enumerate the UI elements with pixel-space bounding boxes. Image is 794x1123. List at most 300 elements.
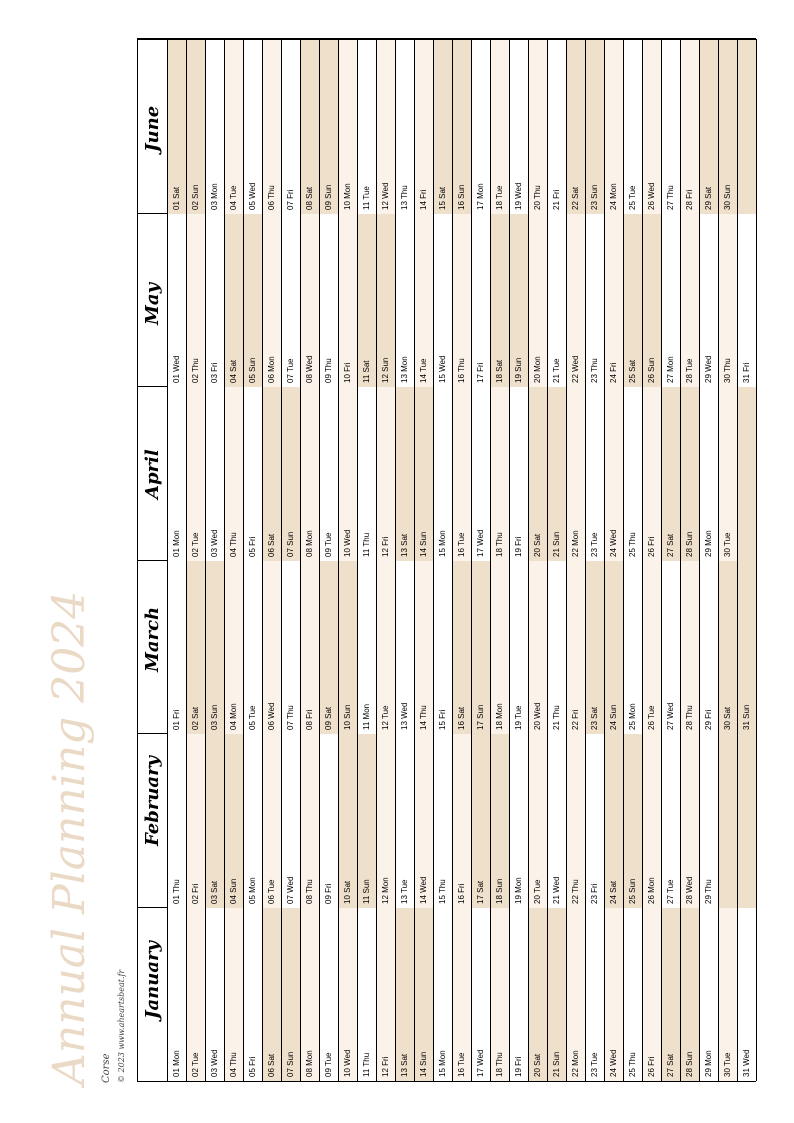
day-label: 21 Tue	[552, 358, 561, 383]
day-cell	[643, 908, 662, 1082]
day-label: 17 Fri	[476, 362, 485, 383]
day-label: 31 Wed	[742, 1049, 751, 1077]
month-band-january	[138, 907, 757, 1081]
day-cell	[662, 40, 681, 214]
day-cell	[396, 214, 415, 388]
day-cell	[434, 387, 453, 561]
day-label: 23 Sun	[590, 184, 599, 210]
day-label: 20 Sat	[533, 1053, 542, 1077]
day-label: 21 Sun	[552, 531, 561, 557]
month-name-cell	[138, 908, 168, 1082]
month-header: April	[142, 448, 163, 499]
day-label: 20 Thu	[533, 184, 542, 210]
day-cell	[282, 561, 301, 735]
day-cell	[415, 734, 434, 908]
day-label: 08 Mon	[305, 529, 314, 557]
copyright: © 2023 www.aheartsbeat.fr	[117, 969, 126, 1083]
month-name-cell	[138, 387, 168, 561]
day-cell	[377, 734, 396, 908]
day-cell	[491, 387, 510, 561]
day-cell	[301, 561, 320, 735]
day-cell	[339, 561, 358, 735]
day-cell	[700, 908, 719, 1082]
day-label: 26 Wed	[647, 182, 656, 210]
day-label: 11 Sun	[362, 878, 371, 904]
day-cell	[700, 561, 719, 735]
day-cell	[491, 908, 510, 1082]
day-label: 06 Tue	[267, 879, 276, 904]
day-label: 05 Mon	[248, 876, 257, 904]
day-label: 06 Sat	[267, 1053, 276, 1077]
day-cell	[719, 40, 738, 214]
day-label: 22 Fri	[571, 709, 580, 730]
day-label: 06 Wed	[267, 702, 276, 730]
day-cell	[434, 734, 453, 908]
day-label: 22 Sat	[571, 186, 580, 210]
day-label: 09 Fri	[324, 883, 333, 904]
day-label: 09 Sun	[324, 184, 333, 210]
day-cell	[301, 40, 320, 214]
day-label: 05 Wed	[248, 182, 257, 210]
day-label: 15 Wed	[438, 355, 447, 383]
day-cell	[567, 387, 586, 561]
day-label: 08 Mon	[305, 1050, 314, 1077]
day-cell	[472, 908, 491, 1082]
day-label: 30 Sun	[723, 184, 732, 210]
day-label: 17 Sun	[476, 704, 485, 730]
day-cell	[358, 908, 377, 1082]
day-cell	[244, 214, 263, 388]
day-label: 13 Sat	[400, 533, 409, 557]
day-label: 21 Fri	[552, 189, 561, 210]
day-cell	[605, 214, 624, 388]
day-cell	[263, 40, 282, 214]
day-cell	[434, 40, 453, 214]
day-cell	[187, 908, 206, 1082]
day-label: 31 Fri	[742, 362, 751, 383]
day-cell	[662, 387, 681, 561]
day-label: 03 Mon	[210, 182, 219, 210]
day-label: 25 Sun	[628, 878, 637, 904]
day-cell	[320, 908, 339, 1082]
day-label: 12 Wed	[381, 182, 390, 210]
day-cell	[415, 561, 434, 735]
day-cell	[339, 734, 358, 908]
day-cell	[567, 908, 586, 1082]
day-cell	[206, 561, 225, 735]
day-cell	[510, 734, 529, 908]
day-label: 16 Sat	[457, 706, 466, 730]
day-cell	[358, 214, 377, 388]
day-cell	[719, 214, 738, 388]
day-cell	[719, 387, 738, 561]
day-label: 02 Fri	[191, 883, 200, 904]
day-cell	[434, 214, 453, 388]
month-name-cell	[138, 734, 168, 908]
day-cell	[453, 908, 472, 1082]
day-cell	[624, 214, 643, 388]
day-label: 02 Tue	[191, 1052, 200, 1077]
day-label: 14 Fri	[419, 189, 428, 210]
day-cell	[225, 734, 244, 908]
day-cell	[320, 387, 339, 561]
day-label: 10 Mon	[343, 182, 352, 210]
day-label: 20 Tue	[533, 879, 542, 904]
day-cell	[263, 734, 282, 908]
day-label: 04 Sat	[229, 359, 238, 383]
day-label: 15 Mon	[438, 1050, 447, 1077]
day-cell	[643, 387, 662, 561]
day-cell	[168, 387, 187, 561]
day-cell	[681, 387, 700, 561]
day-label: 29 Fri	[704, 709, 713, 730]
day-label: 15 Sat	[438, 186, 447, 210]
month-band-march	[138, 560, 757, 734]
day-label: 20 Sat	[533, 533, 542, 557]
day-label: 07 Sun	[286, 1051, 295, 1077]
day-cell	[206, 40, 225, 214]
day-label: 31 Sun	[742, 704, 751, 730]
day-cell	[301, 734, 320, 908]
day-label: 14 Wed	[419, 876, 428, 904]
day-cell	[225, 908, 244, 1082]
day-cell	[624, 734, 643, 908]
day-label: 23 Tue	[590, 1052, 599, 1077]
day-cell	[377, 908, 396, 1082]
month-name-cell	[138, 40, 168, 214]
day-cell	[320, 561, 339, 735]
day-label: 16 Sun	[457, 184, 466, 210]
month-header: June	[142, 105, 163, 152]
day-label: 04 Thu	[229, 1052, 238, 1077]
day-cell	[510, 561, 529, 735]
day-cell	[700, 40, 719, 214]
month-band-june	[138, 39, 757, 213]
day-label: 07 Fri	[286, 189, 295, 210]
day-label: 28 Tue	[685, 358, 694, 383]
day-label: 23 Tue	[590, 532, 599, 557]
day-label: 21 Thu	[552, 705, 561, 730]
day-label: 05 Tue	[248, 705, 257, 730]
day-label: 17 Mon	[476, 182, 485, 210]
day-cell	[377, 40, 396, 214]
day-label: 06 Thu	[267, 184, 276, 210]
day-cell	[472, 387, 491, 561]
day-label: 01 Wed	[172, 355, 181, 383]
day-cell	[358, 387, 377, 561]
day-label: 18 Mon	[495, 703, 504, 730]
day-cell	[491, 40, 510, 214]
day-label: 24 Fri	[609, 362, 618, 383]
day-label: 14 Sun	[419, 531, 428, 557]
day-label: 15 Fri	[438, 709, 447, 730]
day-cell	[529, 561, 548, 735]
day-label: 26 Sun	[647, 357, 656, 383]
day-label: 28 Sun	[685, 1051, 694, 1077]
day-label: 27 Tue	[666, 879, 675, 904]
day-cell	[681, 561, 700, 735]
day-label: 20 Wed	[533, 702, 542, 730]
day-cell	[282, 387, 301, 561]
day-cell	[396, 561, 415, 735]
day-label: 07 Thu	[286, 705, 295, 730]
month-band-april	[138, 386, 757, 560]
day-label: 13 Wed	[400, 702, 409, 730]
day-cell	[301, 214, 320, 388]
day-cell	[434, 908, 453, 1082]
day-cell	[244, 40, 263, 214]
day-label: 19 Mon	[514, 876, 523, 904]
day-cell	[377, 214, 396, 388]
day-label: 24 Mon	[609, 182, 618, 210]
day-label: 26 Tue	[647, 705, 656, 730]
day-label: 17 Wed	[476, 529, 485, 557]
day-label: 05 Fri	[248, 536, 257, 557]
subtitle: Corse	[101, 1053, 112, 1083]
day-cell	[605, 561, 624, 735]
day-cell	[320, 40, 339, 214]
day-label: 19 Tue	[514, 705, 523, 730]
day-label: 29 Mon	[704, 529, 713, 557]
day-label: 29 Sat	[704, 186, 713, 210]
day-label: 18 Sun	[495, 878, 504, 904]
day-label: 06 Sat	[267, 533, 276, 557]
calendar-grid	[137, 38, 756, 1082]
day-label: 03 Sat	[210, 880, 219, 904]
day-cell	[548, 40, 567, 214]
empty-day-cell	[738, 40, 757, 214]
day-label: 14 Thu	[419, 705, 428, 730]
day-cell	[358, 40, 377, 214]
day-label: 25 Tue	[628, 185, 637, 210]
day-label: 13 Sat	[400, 1053, 409, 1077]
day-cell	[567, 40, 586, 214]
day-cell	[719, 561, 738, 735]
day-cell	[263, 908, 282, 1082]
day-cell	[434, 561, 453, 735]
day-cell	[206, 734, 225, 908]
day-label: 13 Thu	[400, 184, 409, 210]
day-label: 09 Sat	[324, 706, 333, 730]
day-cell	[605, 734, 624, 908]
day-cell	[624, 40, 643, 214]
day-label: 19 Fri	[514, 536, 523, 557]
day-label: 03 Sun	[210, 704, 219, 730]
page-title: Annual Planning 2024	[44, 590, 95, 1085]
day-cell	[320, 214, 339, 388]
day-label: 27 Thu	[666, 184, 675, 210]
day-cell	[567, 561, 586, 735]
day-cell	[510, 214, 529, 388]
day-label: 23 Fri	[590, 883, 599, 904]
day-cell	[681, 908, 700, 1082]
day-cell	[738, 561, 757, 735]
day-label: 14 Sun	[419, 1051, 428, 1077]
day-label: 10 Fri	[343, 362, 352, 383]
day-label: 29 Wed	[704, 355, 713, 383]
day-cell	[282, 734, 301, 908]
day-label: 16 Fri	[457, 883, 466, 904]
day-label: 17 Wed	[476, 1049, 485, 1077]
day-cell	[529, 387, 548, 561]
day-label: 04 Sun	[229, 878, 238, 904]
day-cell	[567, 214, 586, 388]
day-cell	[510, 387, 529, 561]
day-cell	[662, 214, 681, 388]
day-cell	[643, 561, 662, 735]
day-label: 23 Thu	[590, 358, 599, 383]
day-cell	[339, 387, 358, 561]
day-cell	[225, 387, 244, 561]
day-label: 02 Sun	[191, 184, 200, 210]
month-header: May	[142, 282, 163, 325]
day-label: 22 Mon	[571, 529, 580, 557]
day-cell	[453, 734, 472, 908]
day-label: 28 Fri	[685, 189, 694, 210]
day-cell	[548, 908, 567, 1082]
day-label: 05 Sun	[248, 357, 257, 383]
day-label: 11 Sat	[362, 360, 371, 383]
day-label: 09 Tue	[324, 1052, 333, 1077]
day-label: 12 Fri	[381, 536, 390, 557]
day-label: 26 Fri	[647, 1056, 656, 1077]
day-cell	[206, 214, 225, 388]
month-band-february	[138, 733, 757, 907]
day-label: 06 Mon	[267, 356, 276, 383]
day-label: 29 Thu	[704, 878, 713, 904]
day-label: 08 Fri	[305, 709, 314, 730]
day-cell	[263, 387, 282, 561]
day-cell	[548, 561, 567, 735]
day-cell	[320, 734, 339, 908]
day-label: 14 Tue	[419, 358, 428, 383]
day-cell	[415, 40, 434, 214]
day-label: 01 Mon	[172, 529, 181, 557]
day-cell	[263, 561, 282, 735]
day-label: 28 Wed	[685, 876, 694, 904]
day-cell	[415, 214, 434, 388]
day-cell	[301, 387, 320, 561]
day-label: 22 Wed	[571, 355, 580, 383]
day-label: 30 Thu	[723, 358, 732, 383]
day-label: 27 Wed	[666, 702, 675, 730]
day-cell	[491, 561, 510, 735]
day-cell	[263, 214, 282, 388]
day-label: 10 Wed	[343, 1049, 352, 1077]
day-label: 08 Sat	[305, 186, 314, 210]
day-cell	[700, 387, 719, 561]
day-cell	[225, 214, 244, 388]
day-cell	[529, 908, 548, 1082]
day-label: 30 Tue	[723, 1052, 732, 1077]
day-label: 03 Wed	[210, 529, 219, 557]
day-cell	[510, 40, 529, 214]
day-label: 01 Mon	[172, 1050, 181, 1077]
day-label: 29 Mon	[704, 1050, 713, 1077]
day-cell	[567, 734, 586, 908]
day-cell	[301, 908, 320, 1082]
day-cell	[529, 734, 548, 908]
day-cell	[187, 214, 206, 388]
day-cell	[548, 387, 567, 561]
day-cell	[643, 40, 662, 214]
day-cell	[358, 561, 377, 735]
empty-day-cell	[719, 734, 738, 908]
day-cell	[586, 214, 605, 388]
day-cell	[453, 214, 472, 388]
day-label: 22 Thu	[571, 878, 580, 904]
day-cell	[586, 734, 605, 908]
day-label: 08 Wed	[305, 355, 314, 383]
day-cell	[586, 908, 605, 1082]
day-label: 13 Mon	[400, 356, 409, 383]
day-label: 09 Tue	[324, 532, 333, 557]
day-label: 01 Sat	[172, 186, 181, 210]
day-cell	[605, 40, 624, 214]
day-cell	[377, 561, 396, 735]
day-cell	[643, 214, 662, 388]
day-label: 21 Wed	[552, 876, 561, 904]
day-label: 19 Wed	[514, 182, 523, 210]
day-label: 30 Sat	[723, 706, 732, 730]
day-cell	[415, 387, 434, 561]
day-label: 25 Mon	[628, 703, 637, 730]
day-label: 10 Wed	[343, 529, 352, 557]
day-cell	[244, 561, 263, 735]
empty-day-cell	[738, 734, 757, 908]
day-label: 16 Tue	[457, 532, 466, 557]
day-label: 15 Mon	[438, 529, 447, 557]
month-header: February	[142, 755, 163, 846]
day-cell	[738, 908, 757, 1082]
day-cell	[681, 40, 700, 214]
day-label: 04 Thu	[229, 531, 238, 557]
day-cell	[662, 734, 681, 908]
day-label: 26 Fri	[647, 536, 656, 557]
day-label: 27 Mon	[666, 356, 675, 383]
day-cell	[586, 561, 605, 735]
day-label: 27 Sat	[666, 533, 675, 557]
day-label: 15 Thu	[438, 878, 447, 904]
day-label: 28 Thu	[685, 705, 694, 730]
day-cell	[396, 734, 415, 908]
day-cell	[700, 734, 719, 908]
day-cell	[168, 561, 187, 735]
day-label: 30 Tue	[723, 532, 732, 557]
day-cell	[415, 908, 434, 1082]
day-label: 02 Sat	[191, 706, 200, 730]
day-label: 12 Sun	[381, 357, 390, 383]
day-cell	[187, 734, 206, 908]
day-label: 19 Sun	[514, 357, 523, 383]
day-cell	[225, 40, 244, 214]
day-label: 11 Thu	[362, 1052, 371, 1077]
day-cell	[548, 734, 567, 908]
day-label: 05 Fri	[248, 1056, 257, 1077]
day-label: 17 Sat	[476, 880, 485, 904]
day-label: 18 Tue	[495, 185, 504, 210]
day-label: 24 Wed	[609, 1049, 618, 1077]
day-cell	[339, 908, 358, 1082]
day-cell	[244, 908, 263, 1082]
day-label: 21 Sun	[552, 1051, 561, 1077]
day-label: 01 Fri	[172, 709, 181, 730]
day-cell	[472, 40, 491, 214]
day-cell	[396, 40, 415, 214]
day-label: 09 Thu	[324, 358, 333, 383]
day-label: 24 Wed	[609, 529, 618, 557]
month-name-cell	[138, 214, 168, 388]
